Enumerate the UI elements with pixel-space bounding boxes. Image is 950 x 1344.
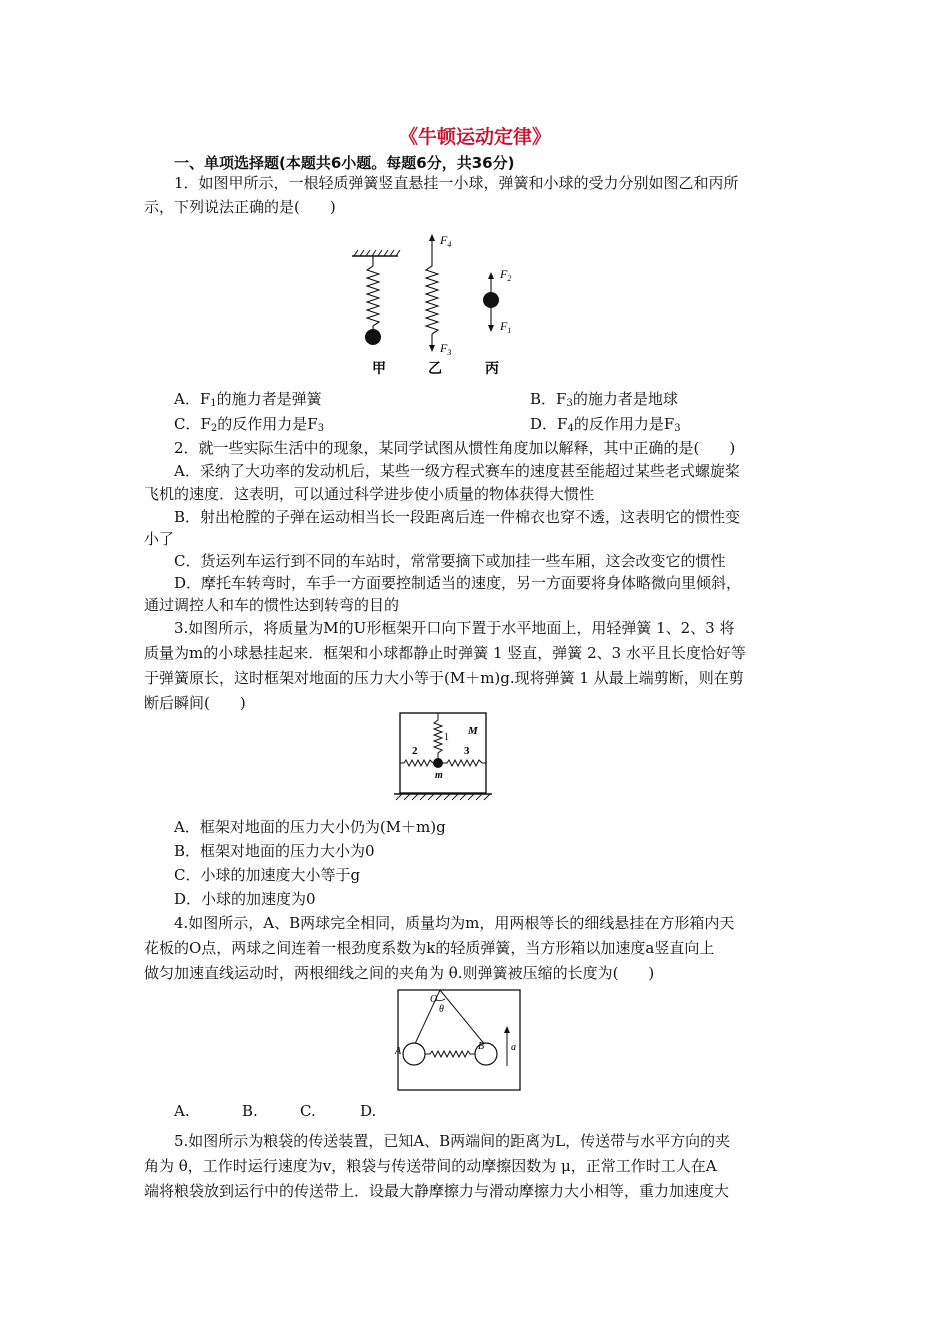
section-heading: 一、单项选择题(本题共6小题。每题6分，共36分) xyxy=(174,154,515,172)
label-bing: 丙 xyxy=(485,361,499,377)
q3-line3: 于弹簧原长，这时框架对地面的压力大小等于(M＋m)g.现将弹簧 1 从最上端剪断，则在剪 xyxy=(144,669,744,687)
q4-line2: 花板的O点，两球之间连着一根劲度系数为k的轻质弹簧，当方形箱以加速度a竖直向上 xyxy=(144,939,715,957)
label-spring-1: 1 xyxy=(444,732,449,743)
q2-line1: 2．就一些实际生活中的现象，某同学试图从惯性角度加以解释，其中正确的是( ) xyxy=(174,439,736,457)
label-spring-3: 3 xyxy=(464,745,470,757)
q5-line1: 5.如图所示为粮袋的传送装置，已知A、B两端间的距离为L，传送带与水平方向的夹 xyxy=(174,1132,731,1150)
label-a: a xyxy=(511,1042,516,1053)
q2-option-a-line2: 飞机的速度．这表明，可以通过科学进步使小质量的物体获得大惯性 xyxy=(144,485,595,503)
q3-option-b: B．框架对地面的压力大小为0 xyxy=(174,842,375,860)
label-theta: θ xyxy=(439,1004,444,1015)
ball-a xyxy=(403,1043,425,1065)
q2-option-c: C．货运列车运行到不同的车站时，常常要摘下或加挂一些车厢，这会改变它的惯性 xyxy=(174,552,726,570)
q2-option-b-line2: 小了 xyxy=(144,530,175,548)
q1-option-c: C．$F_2$的反作用力是$F_3$ xyxy=(174,415,325,434)
ball-bing xyxy=(483,292,499,308)
q4-line3: 做匀加速直线运动时，两根细线之间的夹角为 θ.则弹簧被压缩的长度为( ) xyxy=(144,964,655,982)
q4-figure xyxy=(392,986,532,1094)
label-M: M xyxy=(468,725,478,737)
q1-option-d: D．$F_4$的反作用力是$F_3$ xyxy=(530,415,681,434)
q4-option-c: C. xyxy=(300,1102,316,1120)
ball-jia xyxy=(365,329,381,345)
label-F1: $F_1$ xyxy=(500,319,512,335)
page-title: 《牛顿运动定律》 xyxy=(398,126,551,148)
q3-option-a: A．框架对地面的压力大小仍为(M＋m)g xyxy=(174,818,446,836)
label-B: B xyxy=(478,1041,485,1052)
label-jia: 甲 xyxy=(372,361,386,377)
q1-option-a: A．$F_1$的施力者是弹簧 xyxy=(174,390,322,409)
q4-option-b: B. xyxy=(242,1102,258,1120)
q1-figure xyxy=(340,228,540,380)
q5-line2: 角为 θ，工作时运行速度为v，粮袋与传送带间的动摩擦因数为 μ，正常工作时工人在A xyxy=(144,1157,717,1175)
label-m: m xyxy=(435,770,443,781)
label-A: A xyxy=(395,1046,402,1057)
q3-option-c: C．小球的加速度大小等于g xyxy=(174,866,361,884)
q1-line1: 1．如图甲所示，一根轻质弹簧竖直悬挂一小球，弹簧和小球的受力分别如图乙和丙所 xyxy=(174,174,739,192)
q3-line2: 质量为m的小球悬挂起来．框架和小球都静止时弹簧 1 竖直，弹簧 2、3 水平且长度恰好等 xyxy=(144,644,746,662)
label-spring-2: 2 xyxy=(412,745,418,757)
q3-figure xyxy=(390,710,500,802)
label-F4: $F_4$ xyxy=(440,233,452,249)
q1-line2: 示，下列说法正确的是( ) xyxy=(144,198,336,216)
q4-line1: 4.如图所示，A、B两球完全相同，质量均为m，用两根等长的细线悬挂在方形箱内天 xyxy=(174,914,735,932)
label-F3: $F_3$ xyxy=(440,341,452,357)
q3-line1: 3.如图所示，将质量为M的U形框架开口向下置于水平地面上，用轻弹簧 1、2、3 将 xyxy=(174,619,735,637)
q2-option-b-line1: B．射出枪膛的子弹在运动相当长一段距离后连一件棉衣也穿不透，这表明它的惯性变 xyxy=(174,508,741,526)
q3-option-d: D．小球的加速度为0 xyxy=(174,890,316,908)
q2-option-d-line2: 通过调控人和车的惯性达到转弯的目的 xyxy=(144,596,400,614)
q4-option-a: A. xyxy=(174,1102,190,1120)
ball-m xyxy=(433,758,443,768)
q1-option-b: B．$F_3$的施力者是地球 xyxy=(530,390,678,409)
q2-option-d-line1: D．摩托车转弯时，车手一方面要控制适当的速度，另一方面要将身体略微向里倾斜， xyxy=(174,574,742,592)
label-F2: $F_2$ xyxy=(500,267,512,283)
label-yi: 乙 xyxy=(428,361,442,377)
q4-option-d: D. xyxy=(360,1102,377,1120)
label-O: O xyxy=(430,994,438,1005)
q5-line3: 端将粮袋放到运行中的传送带上．设最大静摩擦力与滑动摩擦力大小相等，重力加速度大 xyxy=(144,1182,730,1200)
q2-option-a-line1: A．采纳了大功率的发动机后，某些一级方程式赛车的速度甚至能超过某些老式螺旋桨 xyxy=(174,462,740,480)
q3-line4: 断后瞬间( ) xyxy=(144,694,246,712)
